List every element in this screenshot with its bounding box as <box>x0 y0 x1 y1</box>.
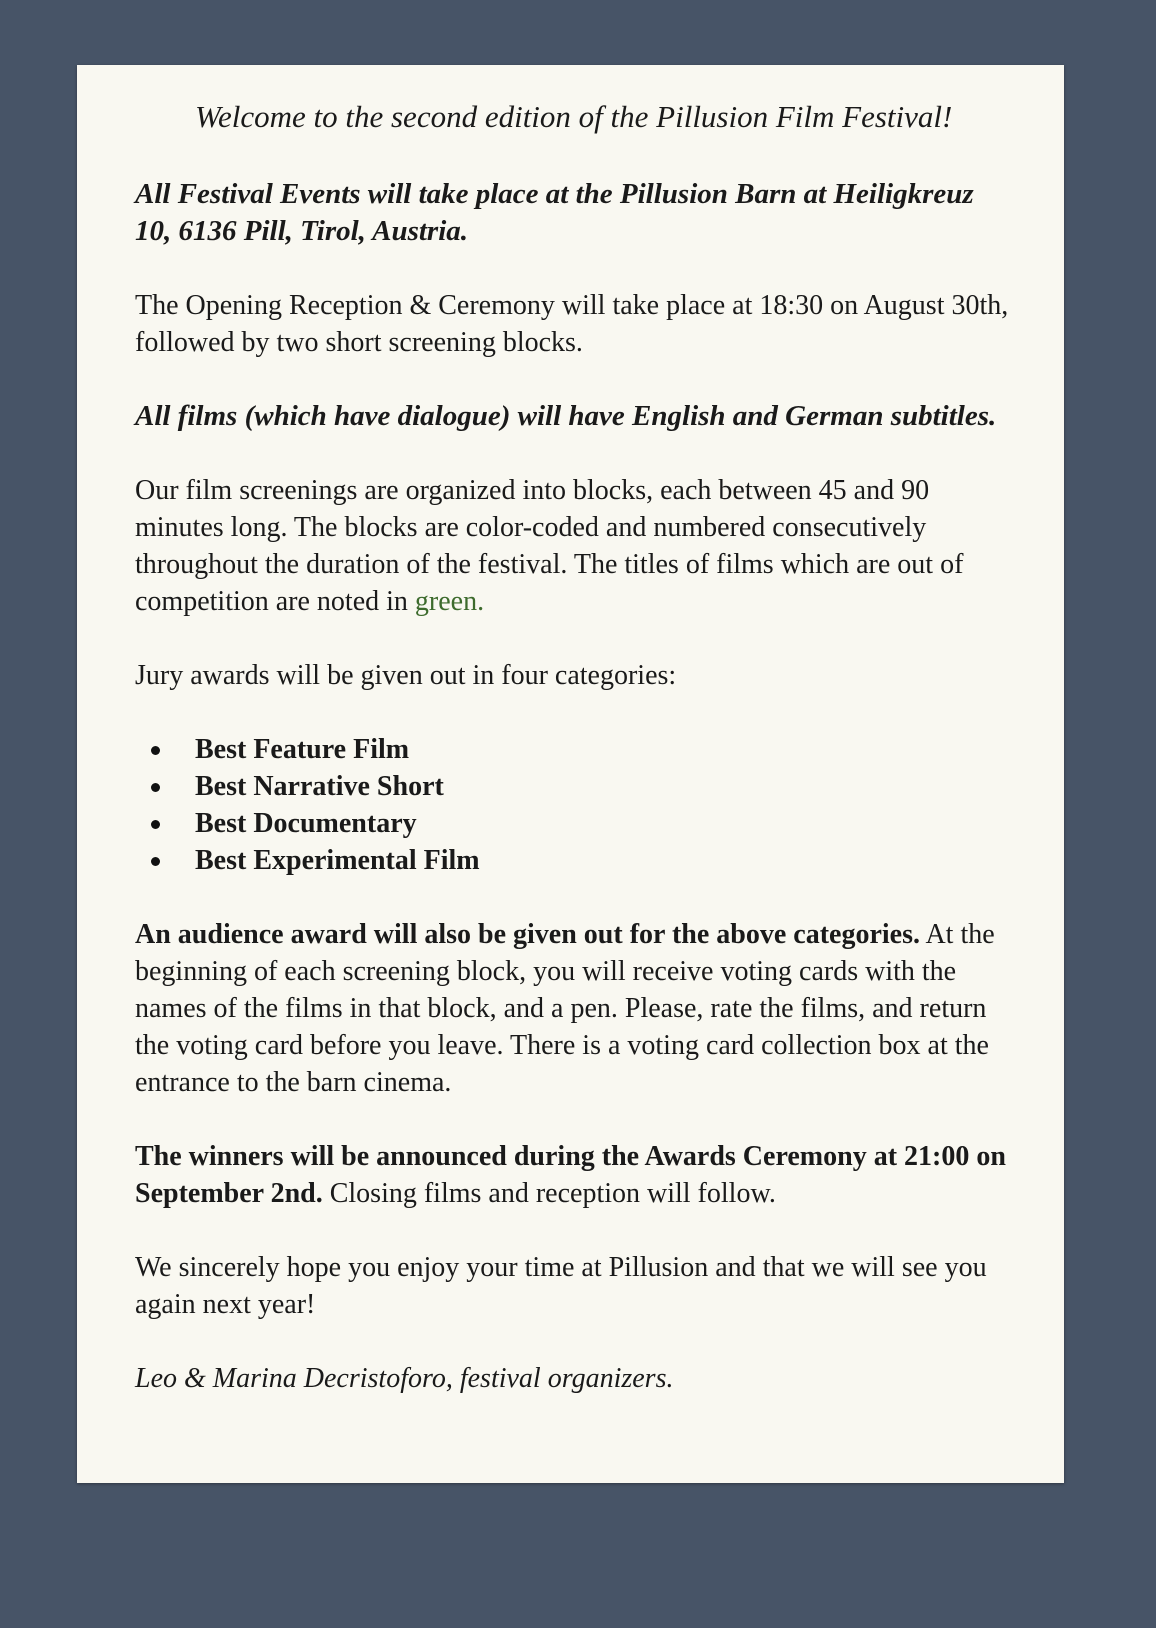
winners-paragraph <box>135 1138 1014 1212</box>
opening-paragraph: The Opening Reception & Ceremony will take place at 18:30 on August 30th, followed by two short screening blocks. <box>135 290 1009 358</box>
bullet-icon <box>151 820 160 829</box>
jury-intro: Jury awards will be given out in four categories: <box>135 660 677 691</box>
audience-bold: An audience award will also be given out for the above categories. <box>135 919 920 950</box>
bullet-icon <box>151 746 160 755</box>
bullet-icon <box>151 783 160 792</box>
list-item <box>195 731 1014 768</box>
category-label: Best Experimental Film <box>195 845 480 876</box>
category-label: Best Documentary <box>195 808 417 839</box>
blocks-paragraph <box>135 472 1014 620</box>
signature: Leo & Marina Decristoforo, festival organizers. <box>135 1363 674 1394</box>
blocks-text: Our film screenings are organized into blocks, each between 45 and 90 minutes long. The blocks are color-coded and numbered consecutively throughout the duration of the festival. The titles of films which are out of competition are noted in <box>135 475 964 617</box>
award-categories-list <box>135 731 1014 879</box>
category-label: Best Feature Film <box>195 734 410 765</box>
bullet-icon <box>151 857 160 866</box>
document-page <box>77 65 1064 1483</box>
list-item <box>195 768 1014 805</box>
green-note: green. <box>414 586 485 617</box>
audience-text: At the beginning of each screening block, you will receive voting cards with the names of the films in that block, and a pen. Please, rate the films, and return the voting card before you leave. There is a voting card collection box at the entrance to the barn cinema. <box>135 919 995 1098</box>
location-note: All Festival Events will take place at the Pillusion Barn at Heiligkreuz 10, 6136 Pill, Tirol, Austria. <box>135 178 974 247</box>
winners-bold: The winners will be announced during the Awards Ceremony at 21:00 on September 2nd. <box>135 1141 1006 1209</box>
list-item <box>195 842 1014 879</box>
list-item <box>195 805 1014 842</box>
subtitles-note: All films (which have dialogue) will have English and German subtitles. <box>135 400 997 432</box>
winners-text: Closing films and reception will follow. <box>322 1178 776 1209</box>
welcome-heading: Welcome to the second edition of the Pillusion Film Festival! <box>195 99 953 134</box>
category-label: Best Narrative Short <box>195 771 444 802</box>
closing-paragraph: We sincerely hope you enjoy your time at Pillusion and that we will see you again next year! <box>135 1252 987 1320</box>
audience-paragraph <box>135 916 1014 1101</box>
